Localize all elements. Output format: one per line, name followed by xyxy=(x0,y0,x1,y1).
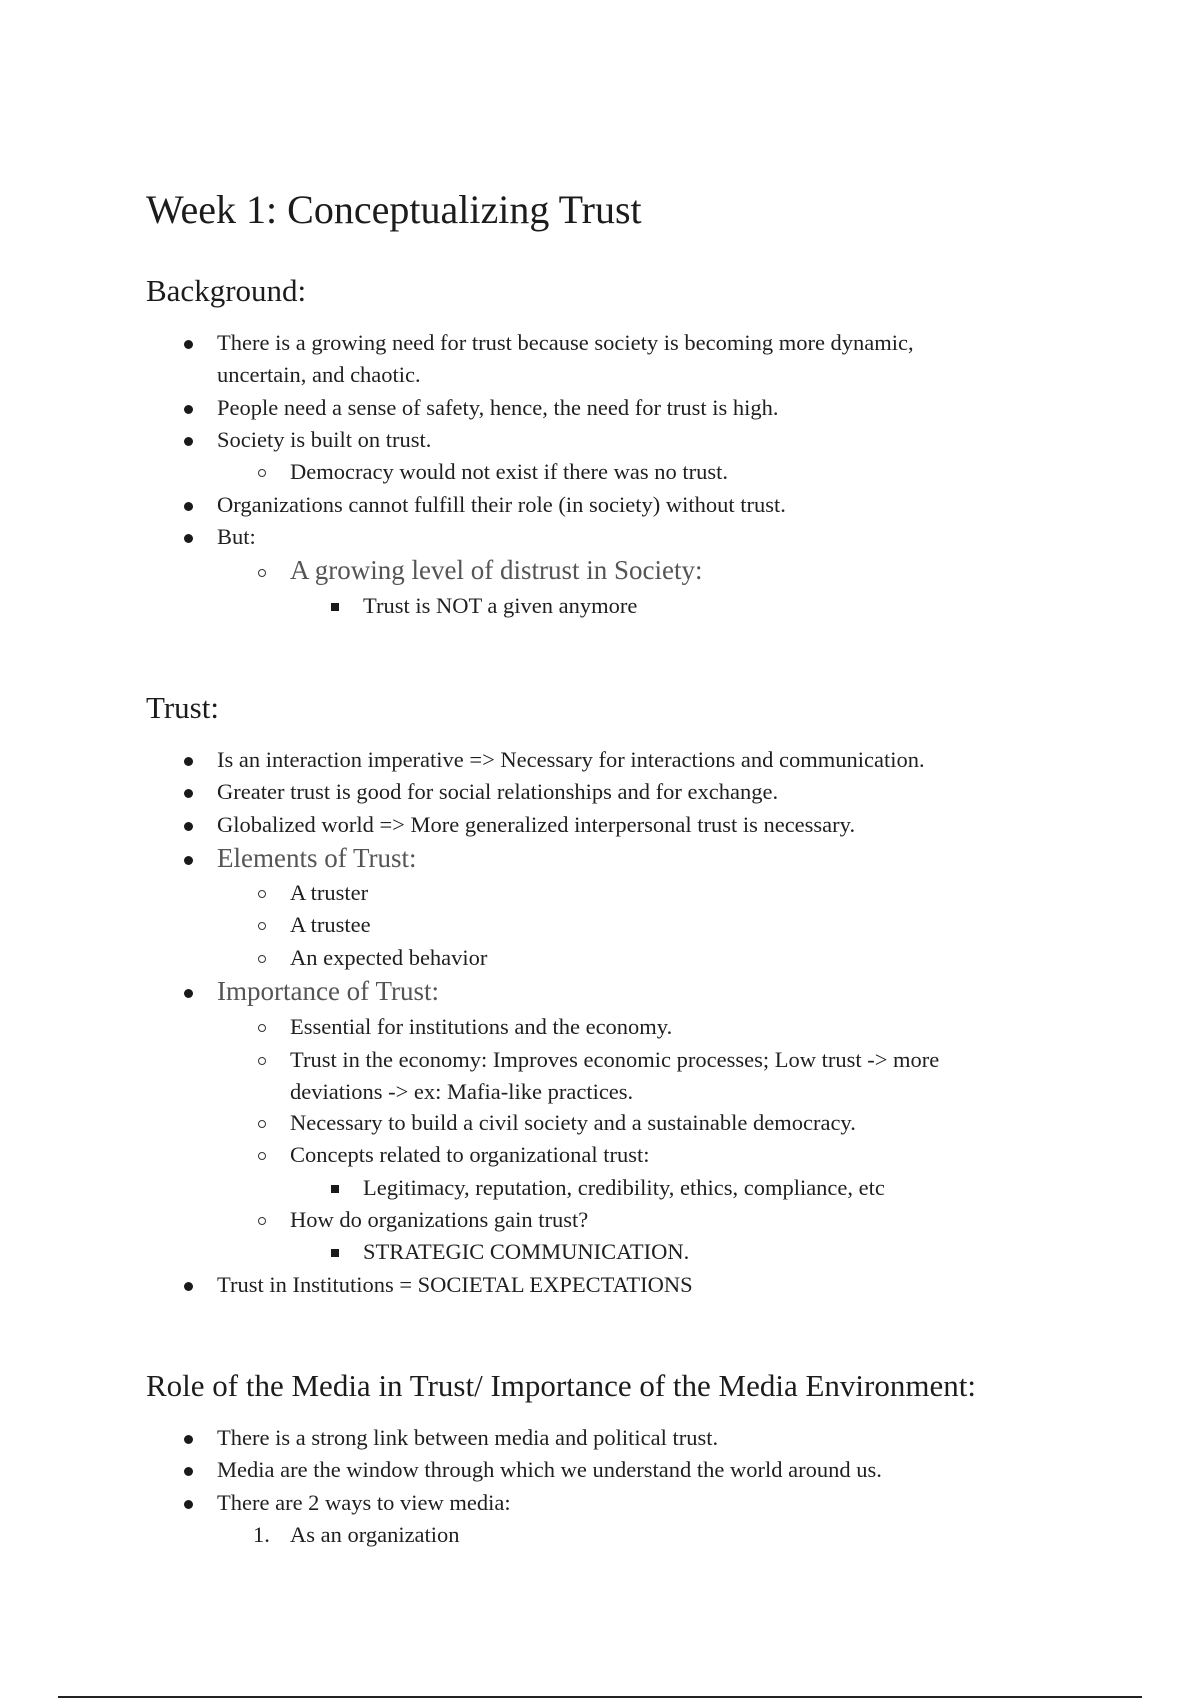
page-title: Week 1: Conceptualizing Trust xyxy=(146,187,642,232)
list-item: Concepts related to organizational trust: xyxy=(290,1142,650,1167)
bullet-dot-icon xyxy=(184,1282,193,1291)
list-item-continuation: deviations -> ex: Mafia-like practices. xyxy=(290,1079,634,1104)
list-item: There are 2 ways to view media: xyxy=(217,1490,511,1515)
list-item: A truster xyxy=(290,880,369,905)
list-item: But: xyxy=(217,524,256,549)
list-item: Democracy would not exist if there was no trust. xyxy=(290,459,729,484)
bullet-circle-icon xyxy=(258,1057,266,1065)
bullet-square-icon xyxy=(331,603,339,611)
list-item: Legitimacy, reputation, credibility, ethics, compliance, etc xyxy=(363,1175,885,1200)
bullet-dot-icon xyxy=(184,1500,193,1509)
bullet-circle-icon xyxy=(258,955,266,963)
list-item: Essential for institutions and the economy. xyxy=(290,1014,673,1039)
list-item: A growing level of distrust in Society: xyxy=(290,555,703,585)
media-heading: Role of the Media in Trust/ Importance of the Media Environment: xyxy=(146,1368,976,1403)
bullet-circle-icon xyxy=(258,1120,266,1128)
list-item: As an organization xyxy=(290,1522,460,1547)
list-item: Media are the window through which we understand the world around us. xyxy=(217,1457,882,1482)
bullet-dot-icon xyxy=(184,1467,193,1476)
list-item: An expected behavior xyxy=(290,945,488,970)
list-item: Society is built on trust. xyxy=(217,427,432,452)
list-item: Organizations cannot fulfill their role (in society) without trust. xyxy=(217,492,786,517)
bullet-circle-icon xyxy=(258,890,266,898)
bullet-dot-icon xyxy=(184,502,193,511)
list-item: Elements of Trust: xyxy=(217,843,417,873)
bullet-dot-icon xyxy=(184,405,193,414)
list-item: How do organizations gain trust? xyxy=(290,1207,589,1232)
list-item: Greater trust is good for social relationships and for exchange. xyxy=(217,779,779,804)
bullet-square-icon xyxy=(331,1249,339,1257)
list-item: Trust in the economy: Improves economic processes; Low trust -> more xyxy=(290,1047,940,1072)
bullet-dot-icon xyxy=(184,789,193,798)
list-item: There is a growing need for trust because society is becoming more dynamic, xyxy=(217,330,914,355)
list-item: STRATEGIC COMMUNICATION. xyxy=(363,1239,690,1264)
bullet-dot-icon xyxy=(184,340,193,349)
list-item: There is a strong link between media and political trust. xyxy=(217,1425,719,1450)
bullet-circle-icon xyxy=(258,922,266,930)
list-item: Necessary to build a civil society and a sustainable democracy. xyxy=(290,1110,856,1135)
numbered-list-marker: 1. xyxy=(253,1522,270,1547)
bullet-circle-icon xyxy=(258,1217,266,1225)
list-item-continuation: uncertain, and chaotic. xyxy=(217,362,421,387)
trust-heading: Trust: xyxy=(146,690,219,725)
list-item: Is an interaction imperative => Necessary for interactions and communication. xyxy=(217,747,925,772)
bullet-circle-icon xyxy=(258,1152,266,1160)
bullet-dot-icon xyxy=(184,989,193,998)
bullet-dot-icon xyxy=(184,757,193,766)
bullet-square-icon xyxy=(331,1185,339,1193)
bullet-dot-icon xyxy=(184,856,193,865)
list-item: Importance of Trust: xyxy=(217,976,439,1006)
bullet-dot-icon xyxy=(184,822,193,831)
list-item: Trust is NOT a given anymore xyxy=(363,593,638,618)
bullet-circle-icon xyxy=(258,569,266,577)
bullet-dot-icon xyxy=(184,1435,193,1444)
bullet-dot-icon xyxy=(184,437,193,446)
list-item: A trustee xyxy=(290,912,371,937)
list-item: Globalized world => More generalized interpersonal trust is necessary. xyxy=(217,812,856,837)
background-heading: Background: xyxy=(146,273,307,308)
bullet-dot-icon xyxy=(184,534,193,543)
list-item: People need a sense of safety, hence, the need for trust is high. xyxy=(217,395,779,420)
list-item: Trust in Institutions = SOCIETAL EXPECTATIONS xyxy=(217,1272,693,1297)
bullet-circle-icon xyxy=(258,469,266,477)
bullet-circle-icon xyxy=(258,1024,266,1032)
page-bottom-rule xyxy=(58,1696,1142,1698)
